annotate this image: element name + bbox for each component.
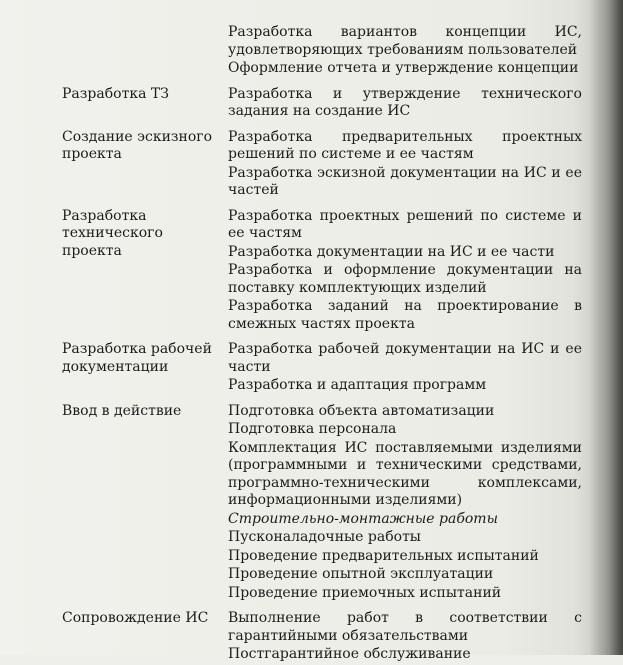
work-item: Разработка вариантов концепции ИС, удовлетворяющих требованиям пользователей bbox=[228, 24, 582, 58]
page-edge-shadow bbox=[589, 0, 623, 655]
table-row bbox=[62, 208, 582, 335]
work-item: Разработка эскизной документации на ИС и ее частей bbox=[228, 164, 582, 198]
works-list bbox=[228, 24, 582, 79]
row-gap bbox=[62, 79, 582, 86]
table-row bbox=[62, 403, 582, 604]
work-item: Оформление отчета и утверждение концепции bbox=[228, 60, 579, 76]
work-item: Пусконаладочные работы bbox=[228, 529, 421, 545]
work-item: Постгарантийное обслуживание bbox=[228, 646, 471, 662]
work-item: Разработка и оформление документации на поставку комплектующих изделий bbox=[228, 262, 582, 296]
stage-name: Разработка рабочей документации bbox=[62, 341, 212, 375]
stage-name: Разработка ТЗ bbox=[62, 85, 169, 102]
work-item: Разработка и адаптация программ bbox=[228, 377, 487, 393]
work-item: Проведение приемочных испытаний bbox=[228, 584, 502, 601]
works-list bbox=[228, 208, 582, 335]
works-list bbox=[228, 403, 582, 604]
work-item: Разработка заданий на проектирование в смежных частях проекта bbox=[228, 298, 582, 332]
row-gap bbox=[62, 201, 582, 208]
works-list bbox=[228, 86, 582, 122]
work-item: Проведение опытной эксплуатации bbox=[228, 566, 494, 582]
work-item: Разработка рабочей документации на ИС и ее части bbox=[228, 341, 582, 375]
work-item: Выполнение работ в соответствии с гарантийными обязательствами bbox=[228, 610, 582, 644]
work-item: Комплектация ИС поставляемыми изделиями (программными и техническими средствами, программно-техническими комплексами, информационными изделиями) bbox=[228, 439, 582, 508]
table-row bbox=[62, 129, 582, 201]
stages-table bbox=[62, 24, 582, 665]
row-gap bbox=[62, 396, 582, 403]
work-item: Проведение предварительных испытаний bbox=[228, 547, 539, 564]
stage-name: Создание эскизного проекта bbox=[62, 128, 213, 162]
work-item: Разработка и утверждение технического задания на создание ИС bbox=[228, 85, 582, 119]
work-item: Разработка документации на ИС и ее части bbox=[228, 243, 555, 260]
table-row bbox=[62, 341, 582, 396]
stage-name: Разработка технического проекта bbox=[62, 207, 163, 259]
stage-name bbox=[62, 24, 228, 79]
row-gap bbox=[62, 334, 582, 341]
row-gap bbox=[62, 603, 582, 610]
work-item: Подготовка персонала bbox=[228, 421, 397, 437]
stage-name: Сопровождение ИС bbox=[62, 610, 209, 626]
stage-name: Ввод в действие bbox=[62, 402, 182, 419]
work-item: Разработка проектных решений по системе и ее частям bbox=[228, 207, 582, 241]
table-row bbox=[62, 24, 582, 79]
works-list bbox=[228, 341, 582, 396]
work-item: Разработка предварительных проектных решений по системе и ее частям bbox=[228, 128, 582, 162]
row-gap bbox=[62, 122, 582, 129]
work-item: Строительно-монтажные работы bbox=[228, 510, 498, 527]
table-row bbox=[62, 610, 582, 665]
table-row bbox=[62, 86, 582, 122]
works-list bbox=[228, 129, 582, 201]
works-list bbox=[228, 610, 582, 665]
work-item: Подготовка объекта автоматизации bbox=[228, 402, 495, 419]
